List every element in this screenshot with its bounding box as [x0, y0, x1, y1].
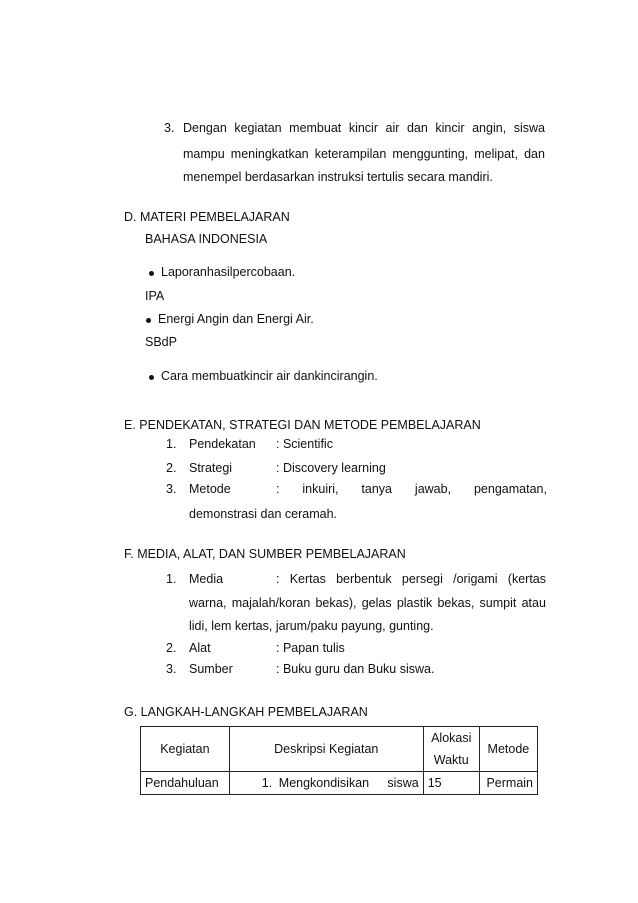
word: kegiatan — [234, 121, 282, 135]
word: inkuiri, — [302, 482, 339, 496]
e-item-1-label: Pendekatan — [189, 437, 256, 451]
e-item-3-num: 3. — [166, 482, 177, 496]
word: dan — [406, 121, 428, 135]
word: melipat, — [474, 147, 519, 161]
f-item-2-label: Alat — [189, 641, 211, 655]
header-kegiatan: Kegiatan — [141, 727, 230, 772]
f-item-1-line2 — [189, 596, 546, 610]
materi-bullet-1: Laporanhasilpercobaan. — [161, 265, 296, 279]
word: (kertas — [507, 572, 546, 586]
e-item-2-label: Strategi — [189, 461, 233, 475]
word: meningkatkan — [230, 147, 309, 161]
word: Dengan — [183, 121, 227, 135]
subject-sbdp: SBdP — [145, 335, 177, 349]
word: gelas — [361, 596, 392, 610]
section-f-heading: F. MEDIA, ALAT, DAN SUMBER PEMBELAJARAN — [124, 547, 406, 561]
header-alokasi-line2: Waktu — [433, 753, 469, 767]
f-item-1-num: 1. — [166, 572, 177, 586]
word: : — [276, 482, 280, 496]
cell-alokasi: 15 — [423, 772, 479, 795]
e-item-3-value — [276, 482, 547, 496]
subject-bahasa-indonesia: BAHASA INDONESIA — [145, 232, 268, 246]
objective-3-number: 3. — [164, 121, 175, 135]
langkah-table — [140, 726, 538, 795]
word: plastik — [396, 596, 433, 610]
header-deskripsi: Deskripsi Kegiatan — [229, 727, 423, 772]
word: tanya — [361, 482, 393, 496]
subject-ipa: IPA — [145, 289, 165, 303]
word: berbentuk — [336, 572, 392, 586]
section-g-heading: G. LANGKAH-LANGKAH PEMBELAJARAN — [124, 705, 368, 719]
word: majalah/koran — [231, 596, 311, 610]
f-item-3-value: : Buku guru dan Buku siswa. — [276, 662, 435, 676]
f-item-1-line3: lidi, lem kertas, jarum/paku payung, gunting. — [189, 619, 434, 633]
word: mampu — [183, 147, 225, 161]
objective-3-line1 — [183, 121, 545, 135]
header-metode: Metode — [479, 727, 537, 772]
f-item-3-label: Sumber — [189, 662, 233, 676]
f-item-2-num: 2. — [166, 641, 177, 655]
word: bekas, — [437, 596, 475, 610]
e-item-3-label: Metode — [189, 482, 231, 496]
word: pengamatan, — [473, 482, 547, 496]
word: bekas), — [315, 596, 357, 610]
objective-3-line2 — [183, 147, 545, 161]
word: keterampilan — [314, 147, 387, 161]
f-item-1-line1 — [276, 572, 546, 586]
cell-metode: Permain — [479, 772, 537, 795]
word: jawab, — [414, 482, 452, 496]
section-e-heading: E. PENDEKATAN, STRATEGI DAN METODE PEMBELAJARAN — [124, 418, 481, 432]
word: dan — [524, 147, 545, 161]
e-item-1-num: 1. — [166, 437, 177, 451]
f-item-3-num: 3. — [166, 662, 177, 676]
word: persegi — [401, 572, 443, 586]
word: warna, — [189, 596, 227, 610]
section-d-heading: D. MATERI PEMBELAJARAN — [124, 210, 290, 224]
word: kincir — [435, 121, 465, 135]
bullet-icon — [149, 271, 154, 276]
header-alokasi — [423, 727, 479, 772]
word: Kertas — [289, 572, 326, 586]
word: sumpit — [479, 596, 517, 610]
word: membuat — [289, 121, 342, 135]
objective-3-line3: menempel berdasarkan instruksi tertulis secara mandiri. — [183, 170, 493, 184]
word: kincir — [348, 121, 378, 135]
e-item-2-num: 2. — [166, 461, 177, 475]
word: /origami — [453, 572, 498, 586]
bullet-icon — [146, 318, 151, 323]
table-row — [141, 772, 538, 795]
cell-kegiatan: Pendahuluan — [141, 772, 230, 795]
word: siswa — [513, 121, 545, 135]
table-header-row — [141, 727, 538, 772]
word: Mengkondisikan — [278, 776, 370, 790]
word: atau — [521, 596, 546, 610]
word: : — [276, 572, 280, 586]
cell-deskripsi-num: 1. — [261, 776, 273, 790]
cell-deskripsi-text — [279, 776, 419, 790]
materi-bullet-2: Energi Angin dan Energi Air. — [158, 312, 314, 326]
f-item-2-value: : Papan tulis — [276, 641, 345, 655]
cell-deskripsi — [229, 772, 423, 795]
word: air — [385, 121, 400, 135]
e-item-3-value-cont: demonstrasi dan ceramah. — [189, 507, 337, 521]
e-item-2-value: : Discovery learning — [276, 461, 386, 475]
word: siswa — [387, 776, 419, 790]
word: menggunting, — [392, 147, 469, 161]
word: angin, — [472, 121, 507, 135]
materi-bullet-3: Cara membuatkincir air dankincirangin. — [161, 369, 378, 383]
header-alokasi-line1: Alokasi — [431, 731, 472, 745]
e-item-1-value: : Scientific — [276, 437, 333, 451]
bullet-icon — [149, 375, 154, 380]
f-item-1-label: Media — [189, 572, 224, 586]
